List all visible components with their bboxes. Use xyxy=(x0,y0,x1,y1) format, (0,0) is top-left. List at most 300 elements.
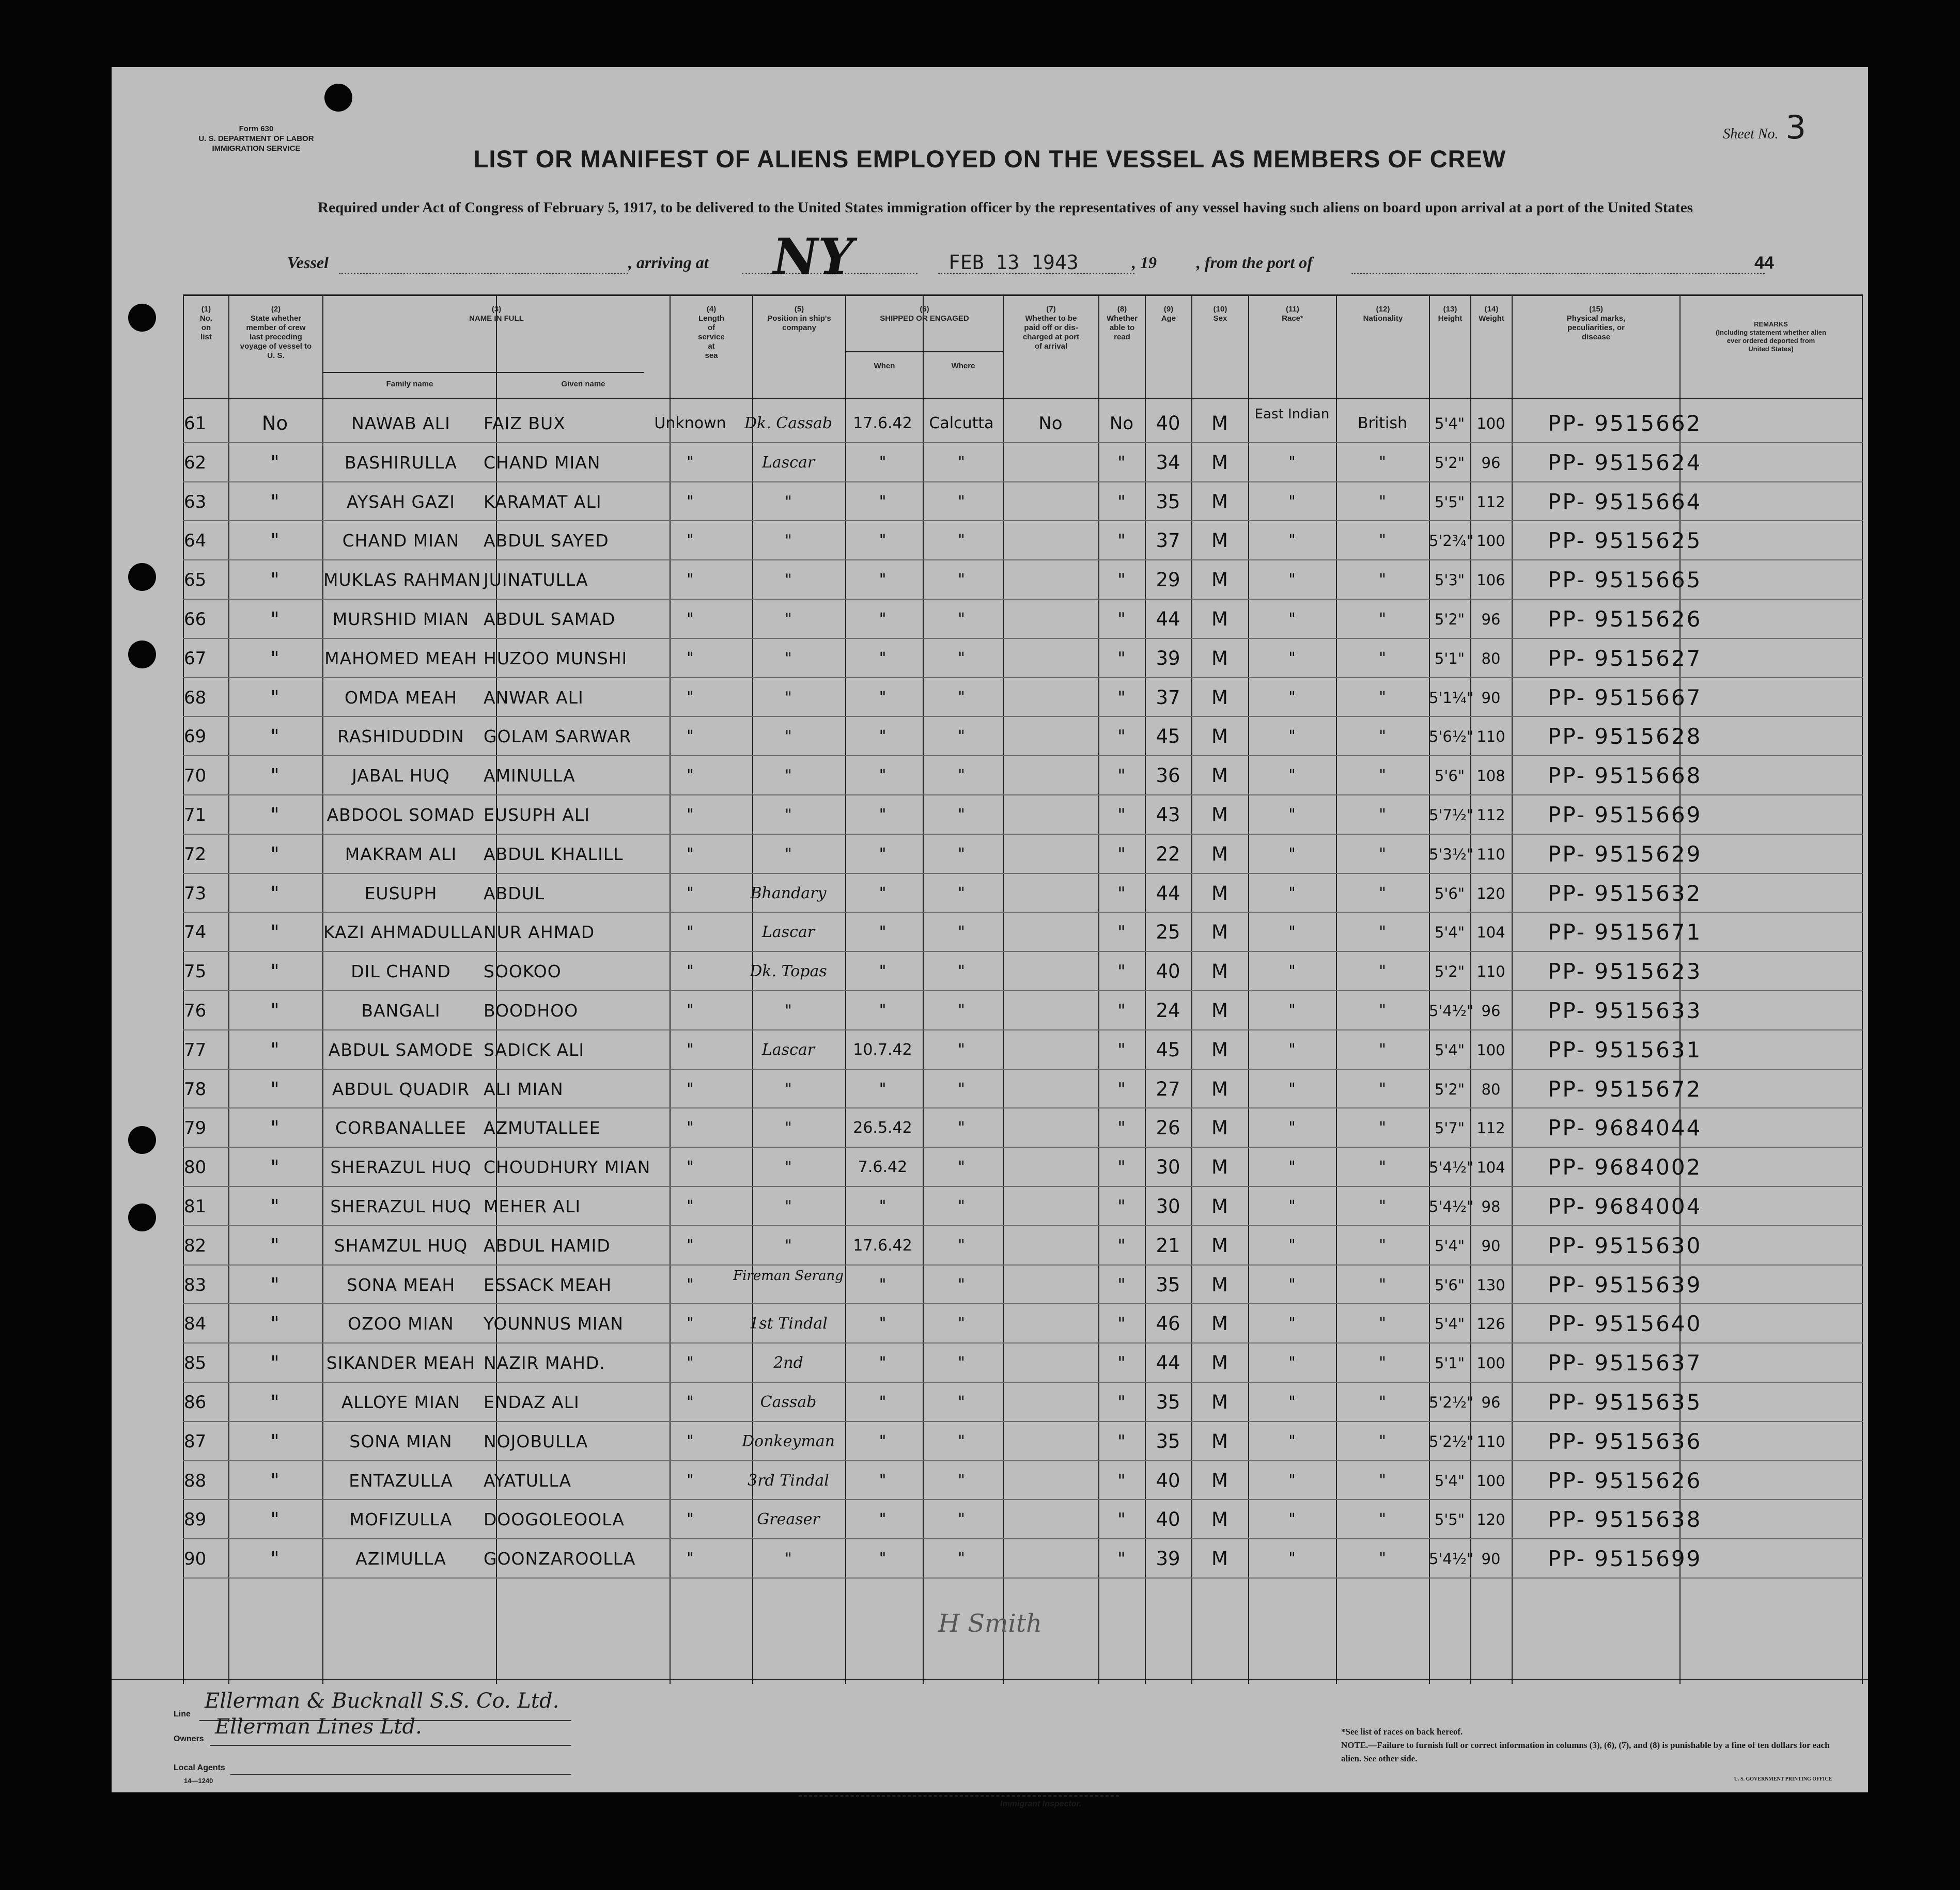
cell-prev-voyage: " xyxy=(270,960,279,983)
cell-given-name: MEHER ALI xyxy=(484,1196,581,1216)
cell-weight: 112 xyxy=(1476,806,1505,824)
cell-shipped-where: " xyxy=(958,649,965,667)
cell-nationality: " xyxy=(1379,1119,1386,1137)
cell-given-name: ABDUL KHALILL xyxy=(484,844,624,864)
cell-nationality: " xyxy=(1379,1432,1386,1450)
cell-height: 5'2" xyxy=(1434,1080,1465,1098)
cell-weight: 90 xyxy=(1481,1237,1501,1255)
cell-row-number: 89 xyxy=(184,1509,207,1530)
row-rule xyxy=(183,599,1863,600)
cell-age: 25 xyxy=(1156,921,1180,944)
table-row xyxy=(112,1462,1868,1499)
header-position: (5) Position in ship's company xyxy=(767,305,831,332)
cell-physical-marks: PP- 9515633 xyxy=(1548,998,1702,1023)
cell-age: 40 xyxy=(1156,1469,1180,1492)
cell-sex: M xyxy=(1211,1273,1228,1296)
cell-shipped-when: " xyxy=(879,1315,886,1333)
cell-race: " xyxy=(1288,453,1296,472)
cell-race: " xyxy=(1288,962,1296,981)
cell-sex: M xyxy=(1211,1548,1228,1570)
cell-nationality: " xyxy=(1379,1197,1386,1215)
cell-position: 2nd xyxy=(773,1354,803,1372)
cell-weight: 90 xyxy=(1481,1550,1501,1568)
cell-given-name: SOOKOO xyxy=(484,961,562,982)
table-row xyxy=(112,1345,1868,1382)
cell-nationality: " xyxy=(1379,492,1386,511)
cell-paid-off xyxy=(1003,836,1098,873)
cell-shipped-where: " xyxy=(958,1393,965,1411)
cell-prev-voyage: No xyxy=(261,412,288,434)
cell-shipped-when: 7.6.42 xyxy=(858,1158,908,1177)
from-port-line xyxy=(1351,273,1765,274)
cell-physical-marks: PP- 9515636 xyxy=(1548,1428,1702,1454)
row-rule xyxy=(183,755,1863,756)
cell-sex: M xyxy=(1211,804,1228,826)
cell-shipped-when: " xyxy=(879,1471,886,1490)
cell-nationality: " xyxy=(1379,1393,1386,1411)
cell-prev-voyage: " xyxy=(270,999,279,1022)
cell-sex: M xyxy=(1211,569,1228,591)
cell-weight: 90 xyxy=(1481,689,1501,707)
cell-paid-off xyxy=(1003,1540,1098,1577)
cell-prev-voyage: " xyxy=(270,1508,279,1531)
cell-row-number: 68 xyxy=(184,687,207,708)
row-rule xyxy=(183,1342,1863,1344)
cell-row-number: 88 xyxy=(184,1470,207,1491)
header-when: When xyxy=(874,362,895,370)
cell-able-to-read: " xyxy=(1117,1353,1126,1374)
cell-paid-off xyxy=(1003,522,1098,559)
cell-nationality: " xyxy=(1379,962,1386,981)
cell-position: " xyxy=(785,1158,792,1177)
cell-paid-off xyxy=(1003,561,1098,599)
cell-family-name: MOFIZULLA xyxy=(349,1509,453,1530)
cell-shipped-where: " xyxy=(958,806,965,824)
cell-length-of-service: " xyxy=(687,492,694,511)
cell-prev-voyage: " xyxy=(270,490,279,513)
cell-prev-voyage: " xyxy=(270,921,279,944)
cell-able-to-read: " xyxy=(1117,570,1126,591)
header-physical-marks: (15) Physical marks, peculiarities, or disease xyxy=(1566,305,1626,341)
cell-race: " xyxy=(1288,1119,1296,1137)
cell-physical-marks: PP- 9515664 xyxy=(1548,489,1702,514)
cell-height: 5'4½" xyxy=(1429,1159,1474,1177)
cell-given-name: GOONZAROOLLA xyxy=(484,1549,636,1569)
cell-family-name: EUSUPH xyxy=(364,883,438,903)
cell-length-of-service: " xyxy=(687,1197,694,1215)
row-rule xyxy=(183,716,1863,717)
cell-length-of-service: " xyxy=(687,806,694,824)
note-penalty: NOTE.—Failure to furnish full or correct information in columns (3), (6), (7), and (8) is punishable by a fine of ten dollars for each alien. See other side. xyxy=(1341,1740,1830,1763)
cell-age: 35 xyxy=(1156,1391,1180,1413)
cell-prev-voyage: " xyxy=(270,1156,279,1179)
cell-weight: 108 xyxy=(1476,767,1505,785)
row-rule xyxy=(183,1460,1863,1461)
cell-paid-off xyxy=(1003,640,1098,677)
cell-able-to-read: " xyxy=(1117,1431,1126,1452)
manifest-footer xyxy=(112,1679,1868,1808)
header-height: (13) Height xyxy=(1438,305,1463,323)
cell-physical-marks: PP- 9515665 xyxy=(1548,567,1702,593)
table-row xyxy=(112,561,1868,599)
cell-shipped-where: " xyxy=(958,492,965,511)
cell-age: 37 xyxy=(1156,529,1180,552)
cell-paid-off xyxy=(1003,1345,1098,1382)
cell-prev-voyage: " xyxy=(270,1548,279,1570)
table-row xyxy=(112,1071,1868,1108)
cell-height: 5'1¼" xyxy=(1429,689,1474,707)
cell-height: 5'4" xyxy=(1434,1041,1465,1059)
cell-row-number: 61 xyxy=(184,413,207,434)
cell-length-of-service: " xyxy=(687,1080,694,1098)
cell-length-of-service: " xyxy=(687,1471,694,1490)
cell-length-of-service: " xyxy=(687,767,694,785)
arriving-label: , arriving at xyxy=(628,253,709,272)
cell-weight: 112 xyxy=(1476,493,1505,511)
cell-shipped-when: 17.6.42 xyxy=(853,414,912,432)
cell-physical-marks: PP- 9515672 xyxy=(1548,1076,1702,1102)
row-rule xyxy=(183,1303,1863,1304)
cell-shipped-when: " xyxy=(879,1080,886,1098)
cell-shipped-where: " xyxy=(958,1002,965,1020)
cell-physical-marks: PP- 9684004 xyxy=(1548,1194,1702,1219)
cell-row-number: 85 xyxy=(184,1353,207,1374)
cell-age: 30 xyxy=(1156,1156,1180,1179)
cell-family-name: KAZI AHMADULLA xyxy=(323,922,483,943)
cell-prev-voyage: " xyxy=(270,608,279,630)
cell-paid-off xyxy=(1003,718,1098,755)
cell-able-to-read: " xyxy=(1117,1314,1126,1335)
cell-given-name: NUR AHMAD xyxy=(484,922,595,943)
cell-given-name: JUINATULLA xyxy=(484,570,588,590)
cell-race: " xyxy=(1288,1432,1296,1450)
cell-nationality: " xyxy=(1379,1510,1386,1529)
cell-family-name: DIL CHAND xyxy=(351,961,451,982)
arriving-port-handwritten: NY xyxy=(768,227,859,286)
row-rule xyxy=(183,1421,1863,1422)
cell-shipped-when: " xyxy=(879,1275,886,1294)
year-label: , 19 xyxy=(1132,253,1157,272)
cell-nationality: " xyxy=(1379,806,1386,824)
cell-able-to-read: " xyxy=(1117,961,1126,982)
page-subtitle: Required under Act of Congress of February 5, 1917, to be delivered to the United States immigration officer by the representatives of any vessel having such aliens on board upon arrival at a port of the United States xyxy=(318,199,1693,216)
cell-paid-off: No xyxy=(1038,413,1063,434)
cell-shipped-where: " xyxy=(958,1471,965,1490)
cell-position: Cassab xyxy=(760,1393,817,1411)
header-paid-off: (7) Whether to be paid off or dis- charged at port of arrival xyxy=(1022,305,1080,351)
cell-family-name: RASHIDUDDIN xyxy=(337,726,464,747)
cell-prev-voyage: " xyxy=(270,1273,279,1296)
cell-length-of-service: " xyxy=(687,1002,694,1020)
cell-able-to-read: " xyxy=(1117,1470,1126,1491)
cell-given-name: ABDUL xyxy=(484,883,545,903)
cell-paid-off xyxy=(1003,1032,1098,1069)
cell-row-number: 81 xyxy=(184,1196,207,1217)
cell-shipped-where: " xyxy=(958,688,965,707)
cell-physical-marks: PP- 9515662 xyxy=(1548,411,1702,436)
cell-family-name: MUKLAS RAHMAN xyxy=(323,570,481,590)
cell-family-name: CHAND MIAN xyxy=(342,530,460,551)
header-given-name: Given name xyxy=(561,380,605,388)
cell-family-name: SHERAZUL HUQ xyxy=(330,1196,472,1216)
agents-underline xyxy=(230,1774,571,1775)
cell-able-to-read: " xyxy=(1117,1079,1126,1100)
cell-paid-off xyxy=(1003,796,1098,834)
cell-able-to-read: " xyxy=(1117,530,1126,552)
cell-nationality: " xyxy=(1379,884,1386,902)
cell-length-of-service: " xyxy=(687,453,694,472)
cell-age: 35 xyxy=(1156,1430,1180,1452)
cell-row-number: 69 xyxy=(184,726,207,747)
cell-physical-marks: PP- 9515623 xyxy=(1548,959,1702,985)
cell-sex: M xyxy=(1211,921,1228,944)
table-row xyxy=(112,718,1868,755)
cell-shipped-where: " xyxy=(958,571,965,589)
cell-position: Greaser xyxy=(757,1510,820,1529)
cell-able-to-read: " xyxy=(1117,844,1126,865)
cell-length-of-service: " xyxy=(687,649,694,667)
cell-shipped-when: " xyxy=(879,727,886,746)
cell-shipped-when: " xyxy=(879,610,886,628)
cell-paid-off xyxy=(1003,1110,1098,1147)
cell-length-of-service: " xyxy=(687,532,694,550)
cell-able-to-read: " xyxy=(1117,1235,1126,1256)
cell-given-name: AYATULLA xyxy=(484,1470,572,1491)
cell-race: " xyxy=(1288,1354,1296,1372)
row-rule xyxy=(183,1382,1863,1383)
cell-prev-voyage: " xyxy=(270,1234,279,1257)
cell-physical-marks: PP- 9515632 xyxy=(1548,880,1702,906)
cell-age: 27 xyxy=(1156,1077,1180,1100)
cell-family-name: SHERAZUL HUQ xyxy=(330,1157,472,1178)
row-rule xyxy=(183,1538,1863,1539)
cell-row-number: 65 xyxy=(184,570,207,591)
header-race: (11) Race* xyxy=(1282,305,1303,323)
row-rule xyxy=(183,677,1863,678)
cell-race: " xyxy=(1288,1080,1296,1098)
cell-nationality: " xyxy=(1379,1275,1386,1294)
cell-shipped-when: 17.6.42 xyxy=(853,1236,912,1255)
cell-age: 44 xyxy=(1156,882,1180,904)
cell-row-number: 84 xyxy=(184,1314,207,1335)
cell-length-of-service: " xyxy=(687,1158,694,1177)
cell-age: 39 xyxy=(1156,647,1180,669)
owners-underline xyxy=(210,1745,571,1746)
line-label: Line xyxy=(174,1710,191,1719)
owners-handwritten: Ellerman Lines Ltd. xyxy=(215,1715,422,1739)
inspector-underline xyxy=(799,1795,1119,1797)
cell-family-name: NAWAB ALI xyxy=(351,413,450,433)
cell-able-to-read: " xyxy=(1117,1274,1126,1295)
cell-able-to-read: " xyxy=(1117,452,1126,473)
cell-age: 43 xyxy=(1156,804,1180,826)
cell-shipped-when: " xyxy=(879,1393,886,1411)
cell-able-to-read: " xyxy=(1117,1118,1126,1139)
cell-race: " xyxy=(1288,1197,1296,1215)
cell-prev-voyage: " xyxy=(270,1195,279,1217)
cell-nationality: " xyxy=(1379,1002,1386,1020)
table-row xyxy=(112,1305,1868,1342)
cell-shipped-where: " xyxy=(958,1315,965,1333)
cell-physical-marks: PP- 9515640 xyxy=(1548,1311,1702,1337)
cell-length-of-service: " xyxy=(687,884,694,902)
cell-length-of-service: Unknown xyxy=(654,414,726,432)
cell-shipped-where: Calcutta xyxy=(929,414,994,432)
cell-family-name: AYSAH GAZI xyxy=(346,491,456,512)
header-shipped: (6) SHIPPED OR ENGAGED xyxy=(880,305,969,323)
cell-shipped-where: " xyxy=(958,1236,965,1255)
cell-position: " xyxy=(785,1550,792,1568)
cell-age: 45 xyxy=(1156,725,1180,748)
cell-row-number: 73 xyxy=(184,883,207,904)
cell-given-name: CHOUDHURY MIAN xyxy=(484,1157,651,1178)
cell-shipped-when: " xyxy=(879,492,886,511)
cell-able-to-read: " xyxy=(1117,922,1126,943)
cell-sex: M xyxy=(1211,882,1228,904)
table-row xyxy=(112,796,1868,834)
cell-shipped-where: " xyxy=(958,884,965,902)
cell-shipped-where: " xyxy=(958,1510,965,1529)
cell-race: " xyxy=(1288,1550,1296,1568)
cell-height: 5'1" xyxy=(1434,649,1465,667)
cell-family-name: SONA MIAN xyxy=(349,1431,453,1451)
cell-row-number: 62 xyxy=(184,452,207,473)
cell-nationality: British xyxy=(1358,414,1407,432)
cell-race: " xyxy=(1288,1002,1296,1020)
cell-able-to-read: " xyxy=(1117,609,1126,630)
cell-height: 5'5" xyxy=(1434,1511,1465,1529)
cell-physical-marks: PP- 9515624 xyxy=(1548,449,1702,475)
cell-row-number: 66 xyxy=(184,609,207,630)
cell-weight: 106 xyxy=(1476,571,1505,589)
cell-able-to-read: " xyxy=(1117,726,1126,747)
table-row xyxy=(112,1267,1868,1304)
cell-prev-voyage: " xyxy=(270,842,279,865)
cell-shipped-where: " xyxy=(958,1275,965,1294)
header-family-name: Family name xyxy=(386,380,433,388)
cell-shipped-when: " xyxy=(879,767,886,785)
cell-sex: M xyxy=(1211,1313,1228,1335)
cell-sex: M xyxy=(1211,1352,1228,1374)
cell-sex: M xyxy=(1211,999,1228,1022)
cell-nationality: " xyxy=(1379,571,1386,589)
cell-given-name: ABDUL HAMID xyxy=(484,1235,611,1256)
cell-nationality: " xyxy=(1379,532,1386,550)
cell-sex: M xyxy=(1211,1156,1228,1179)
row-rule xyxy=(183,1147,1863,1148)
cell-length-of-service: " xyxy=(687,845,694,863)
cell-sex: M xyxy=(1211,842,1228,865)
cell-family-name: CORBANALLEE xyxy=(335,1118,466,1138)
cell-shipped-when: " xyxy=(879,571,886,589)
cell-row-number: 90 xyxy=(184,1549,207,1570)
cell-given-name: ABDUL SAYED xyxy=(484,530,609,551)
table-row xyxy=(112,757,1868,794)
cell-prev-voyage: " xyxy=(270,1469,279,1492)
cell-given-name: ESSACK MEAH xyxy=(484,1274,612,1295)
cell-paid-off xyxy=(1003,914,1098,951)
cell-given-name: ALI MIAN xyxy=(484,1079,564,1099)
cell-race: " xyxy=(1288,688,1296,707)
cell-shipped-when: " xyxy=(879,1197,886,1215)
cell-shipped-when: 10.7.42 xyxy=(853,1040,912,1059)
date-stamp: FEB 13 1943 xyxy=(948,251,1079,274)
cell-paid-off xyxy=(1003,757,1098,794)
cell-weight: 96 xyxy=(1481,1002,1501,1020)
cell-shipped-where: " xyxy=(958,845,965,863)
cell-nationality: " xyxy=(1379,845,1386,863)
cell-sex: M xyxy=(1211,1391,1228,1413)
cell-nationality: " xyxy=(1379,453,1386,472)
row-rule xyxy=(183,1107,1863,1108)
cell-shipped-where: " xyxy=(958,1080,965,1098)
cell-row-number: 72 xyxy=(184,844,207,865)
table-row xyxy=(112,1423,1868,1460)
cell-family-name: MAHOMED MEAH xyxy=(324,648,477,668)
cell-nationality: " xyxy=(1379,688,1386,707)
cell-family-name: ABDUL QUADIR xyxy=(332,1079,470,1099)
cell-able-to-read: " xyxy=(1117,1001,1126,1021)
row-rule xyxy=(183,1069,1863,1070)
cell-sex: M xyxy=(1211,412,1228,434)
cell-shipped-where: " xyxy=(958,610,965,628)
cell-family-name: AZIMULLA xyxy=(355,1549,446,1569)
cell-shipped-where: " xyxy=(958,1354,965,1372)
row-rule xyxy=(183,1264,1863,1266)
table-row xyxy=(112,405,1868,442)
cell-row-number: 79 xyxy=(184,1118,207,1139)
cell-nationality: " xyxy=(1379,727,1386,746)
cell-shipped-when: " xyxy=(879,453,886,472)
cell-weight: 96 xyxy=(1481,454,1501,472)
cell-able-to-read: " xyxy=(1117,883,1126,904)
cell-shipped-when: 26.5.42 xyxy=(853,1119,912,1137)
cell-position: " xyxy=(785,610,792,628)
cell-height: 5'4½" xyxy=(1429,1550,1474,1568)
cell-prev-voyage: " xyxy=(270,764,279,787)
cell-sex: M xyxy=(1211,686,1228,709)
cell-race: " xyxy=(1288,1315,1296,1333)
cell-paid-off xyxy=(1003,875,1098,912)
cell-prev-voyage: " xyxy=(270,451,279,474)
line-company-handwritten: Ellerman & Bucknall S.S. Co. Ltd. xyxy=(205,1689,559,1713)
from-port-label: , from the port of xyxy=(1196,253,1313,272)
row-rule xyxy=(183,638,1863,639)
cell-able-to-read: " xyxy=(1117,766,1126,787)
cell-age: 40 xyxy=(1156,1508,1180,1531)
cell-weight: 80 xyxy=(1481,1080,1501,1098)
cell-given-name: YOUNNUS MIAN xyxy=(484,1314,624,1334)
cell-position: " xyxy=(785,806,792,824)
cell-nationality: " xyxy=(1379,1040,1386,1059)
cell-row-number: 70 xyxy=(184,766,207,787)
cell-height: 5'4" xyxy=(1434,1237,1465,1255)
cell-shipped-where: " xyxy=(958,1040,965,1059)
cell-given-name: AMINULLA xyxy=(484,766,575,786)
cell-shipped-where: " xyxy=(958,532,965,550)
sheet-number xyxy=(1723,108,1806,146)
inspector-label: Immigrant Inspector. xyxy=(1000,1800,1082,1808)
cell-race: " xyxy=(1288,727,1296,746)
cell-height: 5'4" xyxy=(1434,1315,1465,1333)
cell-age: 22 xyxy=(1156,842,1180,865)
cell-sex: M xyxy=(1211,490,1228,513)
cell-sex: M xyxy=(1211,451,1228,474)
cell-row-number: 63 xyxy=(184,491,207,512)
cell-weight: 96 xyxy=(1481,1394,1501,1411)
cell-position: Donkeyman xyxy=(742,1432,835,1450)
cell-row-number: 74 xyxy=(184,922,207,943)
